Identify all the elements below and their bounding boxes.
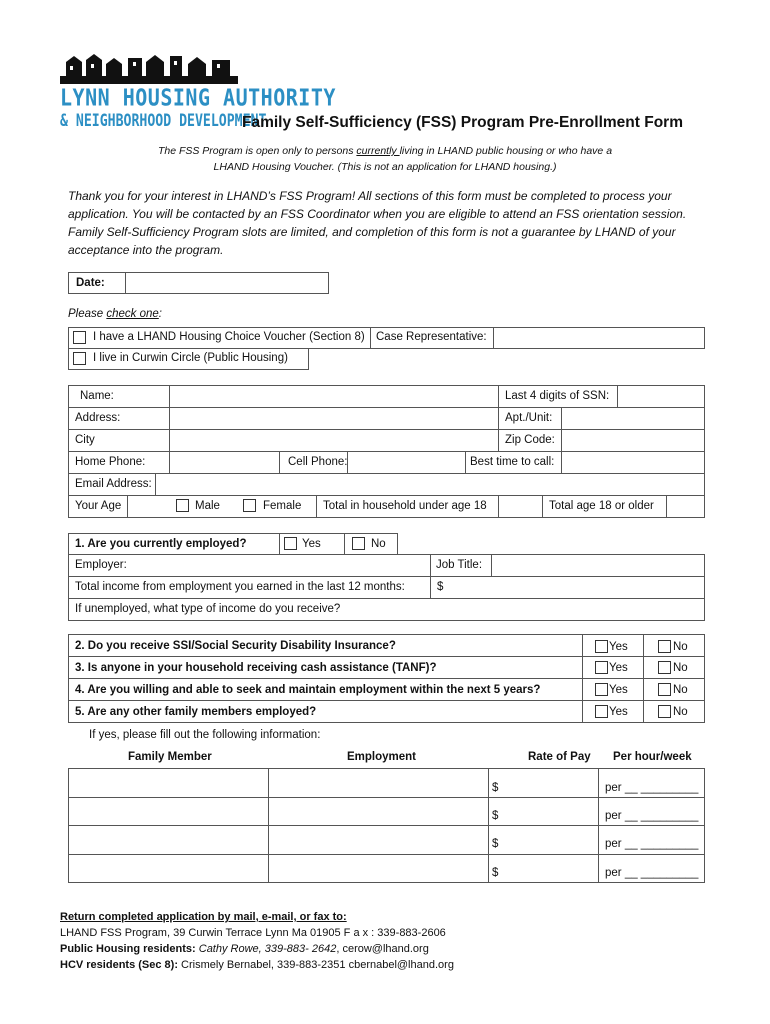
under-18-label: Total in household under age 18 bbox=[323, 500, 487, 512]
age-input[interactable] bbox=[128, 496, 174, 517]
member-row-3[interactable] bbox=[69, 826, 267, 853]
members-intro: If yes, please fill out the following information: bbox=[89, 729, 321, 741]
question-3-label: 3. Is anyone in your household receiving cash assistance (TANF)? bbox=[75, 662, 437, 674]
q4-yes-checkbox[interactable] bbox=[595, 683, 608, 696]
age-label: Your Age bbox=[75, 500, 122, 512]
city-input[interactable] bbox=[170, 430, 497, 450]
date-label: Date: bbox=[76, 277, 105, 289]
per-1: per __ _________ bbox=[605, 782, 699, 794]
hcv-label: HCV residents (Sec 8): bbox=[60, 959, 178, 971]
q4-no-label: No bbox=[673, 684, 688, 696]
female-label: Female bbox=[263, 500, 302, 512]
ssn-input[interactable] bbox=[618, 386, 704, 406]
col-family-member: Family Member bbox=[128, 751, 212, 763]
unemployed-label: If unemployed, what type of income do you receive? bbox=[75, 603, 341, 615]
q5-yes-checkbox[interactable] bbox=[595, 705, 608, 718]
zip-input[interactable] bbox=[562, 430, 704, 450]
per-4: per __ _________ bbox=[605, 867, 699, 879]
email-input[interactable] bbox=[156, 474, 704, 494]
q5-no-label: No bbox=[673, 706, 688, 718]
page-title: Family Self-Sufficiency (FSS) Program Pre-Enrollment Form bbox=[242, 114, 683, 131]
return-heading bbox=[60, 911, 347, 923]
over-18-label: Total age 18 or older bbox=[549, 500, 654, 512]
city-label: City bbox=[75, 434, 95, 446]
subtitle-currently: currently bbox=[356, 145, 400, 157]
male-label: Male bbox=[195, 500, 220, 512]
check-one-underlined: check one bbox=[106, 308, 159, 320]
income-input[interactable] bbox=[448, 577, 704, 597]
employment-row-4[interactable] bbox=[269, 855, 487, 882]
q3-no-label: No bbox=[673, 662, 688, 674]
public-housing-label: Public Housing residents: bbox=[60, 943, 196, 955]
cell-phone-label: Cell Phone: bbox=[288, 456, 348, 468]
q5-yes-label: Yes bbox=[609, 706, 628, 718]
employed-yes-label: Yes bbox=[302, 538, 321, 550]
female-checkbox[interactable] bbox=[243, 499, 256, 512]
rate-dollar-4: $ bbox=[492, 867, 499, 879]
q3-yes-checkbox[interactable] bbox=[595, 661, 608, 674]
rate-dollar-2: $ bbox=[492, 810, 499, 822]
under-18-input[interactable] bbox=[499, 496, 541, 517]
check-one-suffix: : bbox=[158, 308, 162, 320]
q3-no-checkbox[interactable] bbox=[658, 661, 671, 674]
q5-no-checkbox[interactable] bbox=[658, 705, 671, 718]
employment-q1-label: 1. Are you currently employed? bbox=[75, 538, 247, 550]
employment-row-3[interactable] bbox=[269, 826, 487, 853]
col-employment: Employment bbox=[347, 751, 417, 763]
rate-dollar-3: $ bbox=[492, 838, 499, 850]
income-dollar: $ bbox=[437, 581, 444, 593]
option-public-housing-label: I live in Curwin Circle (Public Housing) bbox=[93, 352, 288, 364]
q3-yes-label: Yes bbox=[609, 662, 628, 674]
q2-yes-label: Yes bbox=[609, 641, 628, 653]
home-phone-input[interactable] bbox=[170, 452, 278, 472]
employment-row-2[interactable] bbox=[269, 798, 487, 824]
check-one-prefix: Please bbox=[68, 308, 107, 320]
per-3: per __ _________ bbox=[605, 838, 699, 850]
employer-label: Employer: bbox=[75, 559, 127, 571]
name-label: Name: bbox=[80, 390, 114, 402]
col-per-hour-week: Per hour/week bbox=[613, 751, 692, 763]
q2-yes-checkbox[interactable] bbox=[595, 640, 608, 653]
public-housing-checkbox[interactable] bbox=[73, 352, 86, 365]
rate-dollar-1: $ bbox=[492, 782, 499, 794]
income-label: Total income from employment you earned in the last 12 months: bbox=[75, 581, 405, 593]
question-5-label: 5. Are any other family members employed? bbox=[75, 706, 317, 718]
cell-phone-input[interactable] bbox=[348, 452, 464, 472]
question-4-label: 4. Are you willing and able to seek and maintain employment within the next 5 years? bbox=[75, 684, 541, 696]
fss-address: LHAND FSS Program, 39 Curwin Terrace Lynn Ma 01905 F a x : 339-883-2606 bbox=[60, 927, 446, 939]
apt-label: Apt./Unit: bbox=[505, 412, 553, 424]
employment-row-1[interactable] bbox=[269, 769, 487, 796]
public-housing-contact-name: Cathy Rowe, 339-883- 2642 bbox=[198, 943, 337, 955]
member-row-1[interactable] bbox=[69, 769, 267, 796]
apt-input[interactable] bbox=[562, 408, 704, 428]
email-label: Email Address: bbox=[75, 478, 152, 490]
male-checkbox[interactable] bbox=[176, 499, 189, 512]
check-one-label bbox=[68, 308, 162, 320]
q2-no-label: No bbox=[673, 641, 688, 653]
logo-text-line1: LYNN HOUSING AUTHORITY bbox=[60, 83, 336, 112]
q2-no-checkbox[interactable] bbox=[658, 640, 671, 653]
over-18-input[interactable] bbox=[667, 496, 704, 517]
address-label: Address: bbox=[75, 412, 121, 424]
logo-text-line2: & NEIGHBORHOOD DEVELOPMENT bbox=[60, 112, 267, 131]
member-row-4[interactable] bbox=[69, 855, 267, 882]
hcv-contact bbox=[60, 959, 454, 971]
hcv-contact-text: Crismely Bernabel, 339-883-2351 cbernabel@lhand.org bbox=[181, 959, 454, 971]
logo-skyline-icon bbox=[60, 52, 238, 84]
option-voucher-label: I have a LHAND Housing Choice Voucher (Section 8) bbox=[93, 331, 365, 343]
zip-label: Zip Code: bbox=[505, 434, 555, 446]
per-2: per __ _________ bbox=[605, 810, 699, 822]
q4-no-checkbox[interactable] bbox=[658, 683, 671, 696]
subtitle-line1-post: living in LHAND public housing or who have a bbox=[399, 145, 613, 157]
employer-input[interactable] bbox=[150, 555, 429, 575]
address-input[interactable] bbox=[170, 408, 497, 428]
employed-no-checkbox[interactable] bbox=[352, 537, 365, 550]
best-time-input[interactable] bbox=[562, 452, 704, 472]
subtitle-line2: LHAND Housing Voucher. (This is not an application for LHAND housing.) bbox=[213, 161, 557, 173]
return-heading-text: Return completed application by mail, e-mail, or fax to: bbox=[60, 911, 347, 923]
subtitle-line1-pre: The FSS Program is open only to persons bbox=[157, 145, 357, 157]
date-input[interactable] bbox=[126, 273, 328, 293]
case-rep-label: Case Representative: bbox=[376, 331, 487, 343]
name-input[interactable] bbox=[170, 386, 497, 406]
job-title-label: Job Title: bbox=[436, 559, 483, 571]
ssn-label: Last 4 digits of SSN: bbox=[505, 390, 610, 402]
unemployed-input[interactable] bbox=[350, 599, 704, 620]
question-2-label: 2. Do you receive SSI/Social Security Disability Insurance? bbox=[75, 640, 396, 652]
subtitle bbox=[130, 143, 640, 175]
case-rep-input[interactable] bbox=[494, 328, 704, 348]
employed-no-label: No bbox=[371, 538, 386, 550]
best-time-label: Best time to call: bbox=[470, 456, 555, 468]
voucher-checkbox[interactable] bbox=[73, 331, 86, 344]
public-housing-email: , cerow@lhand.org bbox=[336, 943, 429, 955]
home-phone-label: Home Phone: bbox=[75, 456, 146, 468]
member-row-2[interactable] bbox=[69, 798, 267, 824]
employed-yes-checkbox[interactable] bbox=[284, 537, 297, 550]
q4-yes-label: Yes bbox=[609, 684, 628, 696]
intro-paragraph: Thank you for your interest in LHAND’s FSS Program! All sections of this form must be completed to process your application. You will be contacted by an FSS Coordinator when you are eligible to attend an FSS orientation session. Family Self-Sufficiency Program slots are limited, and completion of this form is not a guarantee by LHAND of your acceptance into the program. bbox=[68, 189, 687, 257]
col-rate-of-pay: Rate of Pay bbox=[528, 751, 591, 763]
public-housing-contact bbox=[60, 943, 429, 955]
job-title-input[interactable] bbox=[492, 555, 704, 575]
